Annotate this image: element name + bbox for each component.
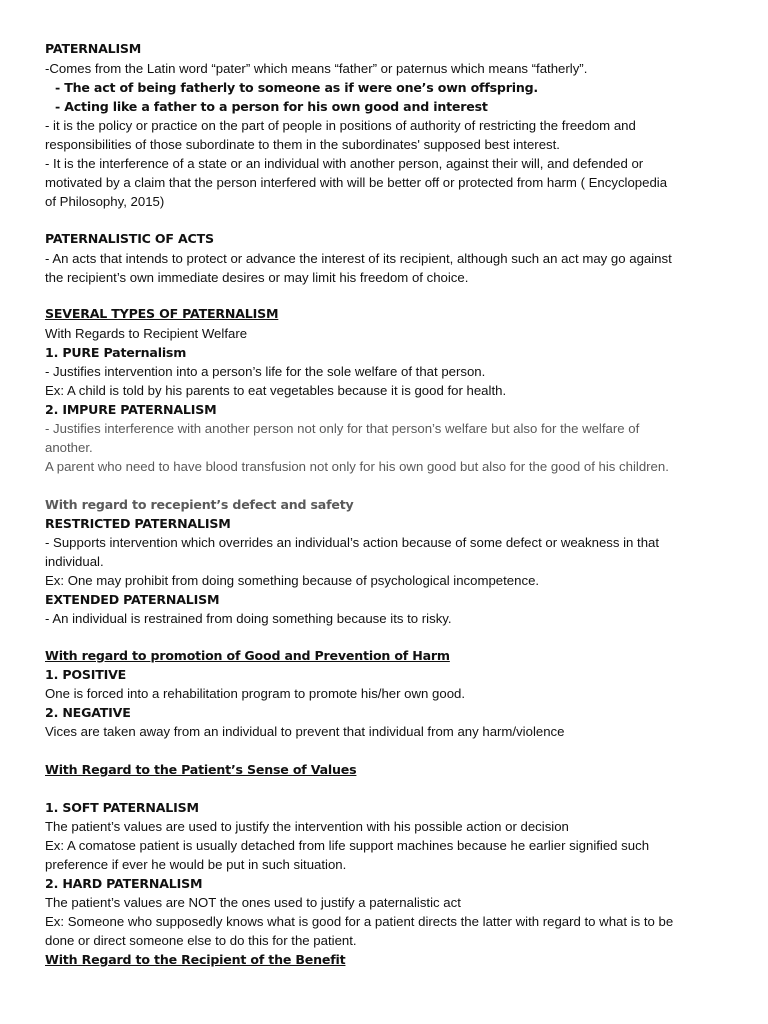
pure-paternalism-example: Ex: A child is told by his parents to eat vegetables because it is good for health.	[45, 383, 507, 398]
paternalism-policy-line: responsibilities of those subordinate to them in the subordinates' supposed best interest.	[45, 137, 560, 152]
hard-paternalism-heading: 2. HARD PATERNALISM	[45, 876, 203, 891]
paternalism-policy-line: - it is the policy or practice on the part of people in positions of authority of restricting the freedom and	[45, 118, 636, 133]
hard-paternalism-example: Ex: Someone who supposedly knows what is good for a patient directs the latter with regard to what is to be	[45, 914, 674, 929]
extended-paternalism-heading: EXTENDED PATERNALISM	[45, 592, 220, 607]
positive-heading: 1. POSITIVE	[45, 667, 127, 682]
hard-paternalism-line: The patient’s values are NOT the ones used to justify a paternalistic act	[45, 895, 461, 910]
restricted-paternalism-example: Ex: One may prohibit from doing something because of psychological incompetence.	[45, 573, 540, 588]
soft-paternalism-example: preference if ever he would be put in such situation.	[45, 857, 347, 872]
negative-line: Vices are taken away from an individual to prevent that individual from any harm/violence	[45, 724, 565, 739]
paternalism-bold-point-2: - Acting like a father to a person for his own good and interest	[55, 99, 488, 114]
soft-paternalism-line: The patient’s values are used to justify the intervention with his possible action or decision	[45, 819, 569, 834]
paternalism-interference-line: of Philosophy, 2015)	[45, 194, 165, 209]
impure-paternalism-example: A parent who need to have blood transfusion not only for his own good but also for the good of his children.	[45, 459, 669, 474]
paternalism-heading: PATERNALISM	[45, 41, 142, 56]
several-types-heading: SEVERAL TYPES OF PATERNALISM	[45, 306, 279, 321]
impure-paternalism-heading: 2. IMPURE PATERNALISM	[45, 402, 217, 417]
several-types-subheading: With Regards to Recipient Welfare	[45, 326, 248, 341]
restricted-paternalism-line: - Supports intervention which overrides an individual’s action because of some defect or weakness in that	[45, 535, 660, 550]
restricted-paternalism-heading: RESTRICTED PATERNALISM	[45, 516, 231, 531]
paternalism-origin: -Comes from the Latin word “pater” which means “father” or paternus which means “fatherly”.	[45, 61, 588, 76]
hard-paternalism-example: done or direct someone else to do this for the patient.	[45, 933, 357, 948]
soft-paternalism-example: Ex: A comatose patient is usually detached from life support machines because he earlier signified such	[45, 838, 650, 853]
values-heading: With Regard to the Patient’s Sense of Values	[45, 762, 357, 777]
soft-paternalism-heading: 1. SOFT PATERNALISM	[45, 800, 199, 815]
paternalistic-acts-heading: PATERNALISTIC OF ACTS	[45, 231, 214, 246]
restricted-paternalism-line: individual.	[45, 554, 104, 569]
defect-safety-heading: With regard to recepient’s defect and safety	[45, 497, 354, 512]
impure-paternalism-line: another.	[45, 440, 93, 455]
recipient-benefit-heading: With Regard to the Recipient of the Benefit	[45, 952, 346, 967]
paternalistic-acts-line: the recipient’s own immediate desires or may limit his freedom of choice.	[45, 270, 469, 285]
good-harm-heading: With regard to promotion of Good and Prevention of Harm	[45, 648, 450, 663]
pure-paternalism-line: - Justifies intervention into a person’s life for the sole welfare of that person.	[45, 364, 486, 379]
paternalism-bold-point-1: - The act of being fatherly to someone as if were one’s own offspring.	[55, 80, 538, 95]
negative-heading: 2. NEGATIVE	[45, 705, 131, 720]
impure-paternalism-line: - Justifies interference with another person not only for that person’s welfare but also for the welfare of	[45, 421, 640, 436]
paternalistic-acts-line: - An acts that intends to protect or advance the interest of its recipient, although such an act may go against	[45, 251, 672, 266]
paternalism-interference-line: - It is the interference of a state or an individual with another person, against their will, and defended or	[45, 156, 644, 171]
paternalism-interference-line: motivated by a claim that the person interfered with will be better off or protected from harm ( Encyclopedia	[45, 175, 668, 190]
positive-line: One is forced into a rehabilitation program to promote his/her own good.	[45, 686, 466, 701]
pure-paternalism-heading: 1. PURE Paternalism	[45, 345, 187, 360]
extended-paternalism-line: - An individual is restrained from doing something because its to risky.	[45, 611, 452, 626]
